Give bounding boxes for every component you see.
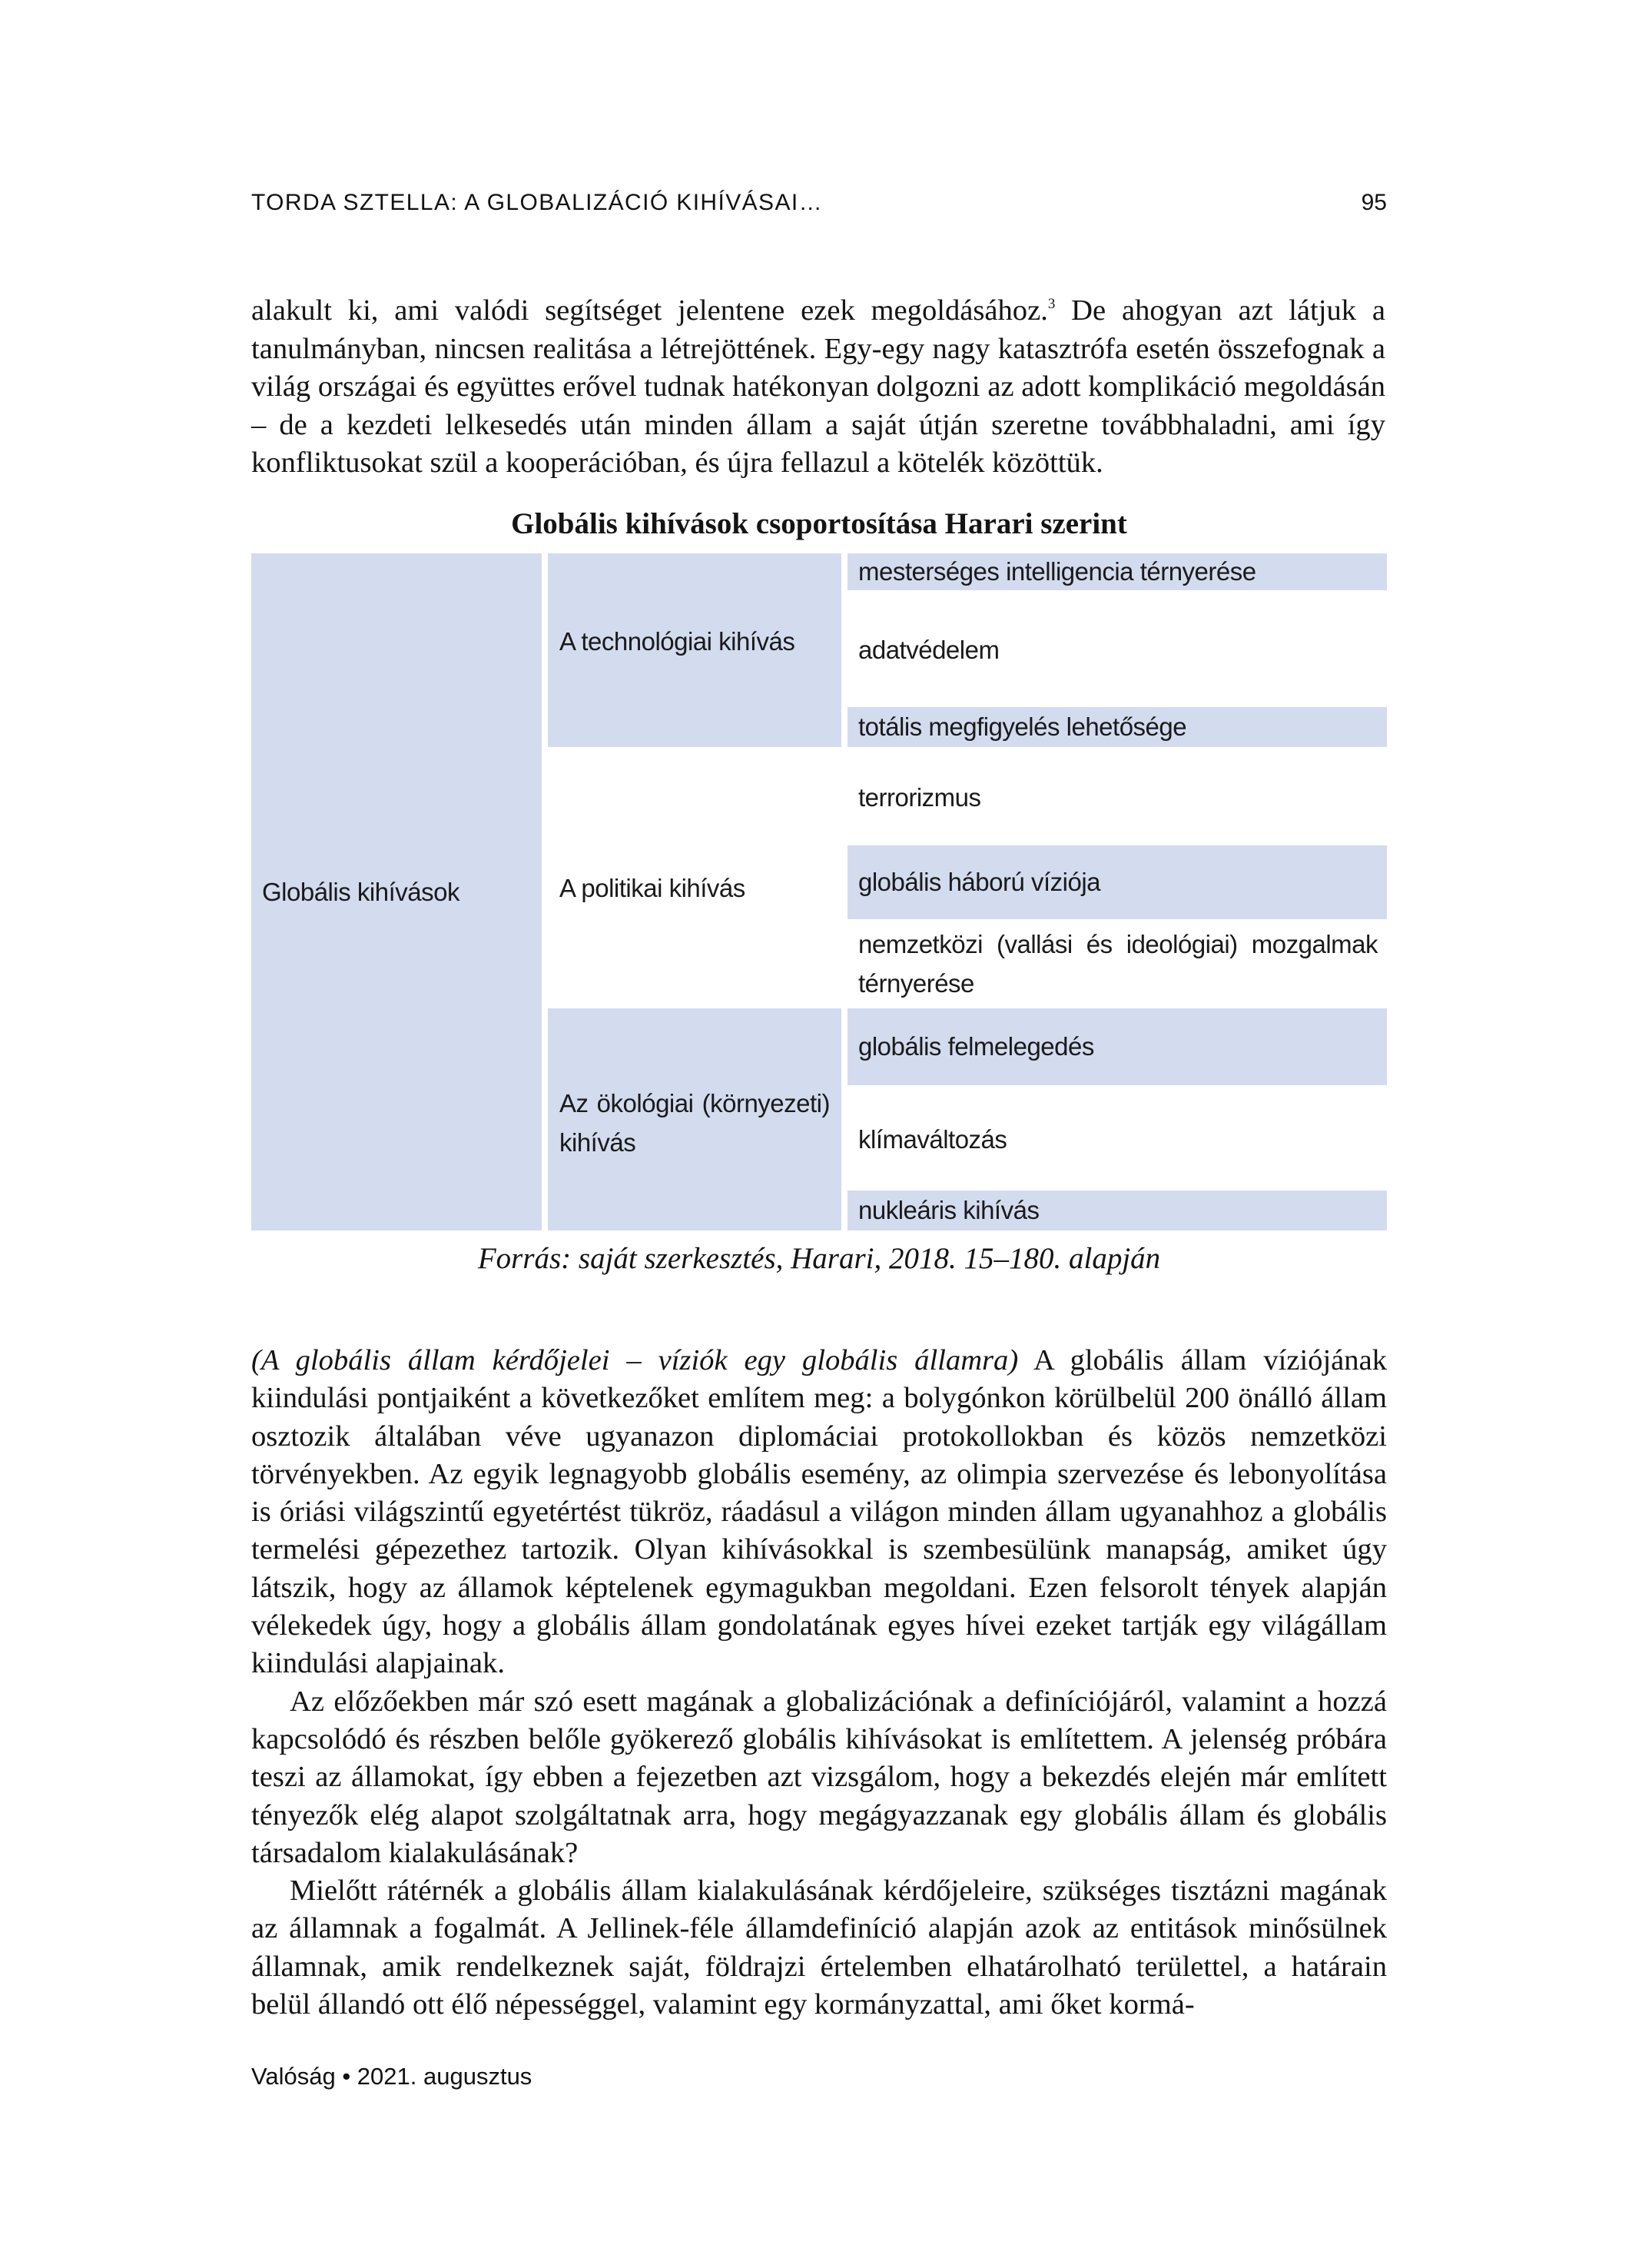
group-label-technology: A technológiai kihívás	[559, 627, 795, 656]
body-paragraph: Az előzőekben már szó esett magának a globalizációnak a definíciójáról, valamint a hozzá kapcsolódó és részben belőle gyökerező globális kihívásokat is említettem. A jelenség próbára teszi az államokat, így ebben a fejezetben azt vizsgálom, hogy a bekezdés elején már említett tényezők elég alapot szolgáltatnak arra, hogy megágyazzanak egy globális állam és globális társadalom kialakulásának?	[251, 1685, 1387, 1869]
paragraph-1-text: A globális állam víziójának kiindulási pontjaiként a következőket említem meg: a bolygónkon körülbelül 200 önálló állam osztozik általában véve ugyanazon diplomáciai protokollokban és közös nemzetközi törvényekben. Az egyik legnagyobb globális esemény, az olimpia szervezése és lebonyolítása is óriási világszintű egyetértést tükröz, ráadásul a világon minden állam ugyanahhoz a globális termelési gépezethez tartozik. Olyan kihívásokkal is szembesülünk manapság, amiket úgy látszik, hogy az államok képtelenek egymagukban megoldani. Ezen felsorolt tények alapján vélekedek úgy, hogy a globális állam gondolatának egyes hívei ezeket tartják egy világállam kiindulási alapjainak.	[251, 1344, 1387, 1680]
group-label-ecology: Az ökológiai (környezeti) kihívás	[559, 1089, 830, 1157]
item-nuclear: nukleáris kihívás	[858, 1196, 1040, 1224]
root-category-cell	[251, 553, 542, 1230]
item-cell-surveillance	[848, 707, 1387, 747]
intro-text-after-footnote: De ahogyan azt látjuk a tanulmányban, nincsen realitása a létrejöttének. Egy-egy nagy katasztrófa esetén összefognak a világ országai és együttes erővel tudnak hatékonyan dolgozni az adott komplikáció megoldásán – de a kezdeti lelkesedés után minden állam a saját útján szeretne továbbhaladni, ami így konfliktusokat szül a kooperációban, és újra fellazul a kötelék közöttük.	[251, 294, 1385, 479]
item-terrorism: terrorizmus	[858, 783, 981, 812]
item-movements: nemzetközi (vallási és ideológiai) mozgalmak térnyerése	[858, 930, 1378, 998]
item-cell-terrorism	[848, 750, 1387, 845]
body-paragraph: Mielőtt rátérnék a globális állam kialakulásának kérdőjeleire, szükséges tisztázni magának az államnak a fogalmát. A Jellinek-féle államdefiníció alapján azok az entitások minősülnek államnak, amik rendelkeznek saját, földrajzi értelemben elhatárolható területtel, a határain belül állandó ott élő népességgel, valamint egy kormányzattal, ami őket kormá-	[251, 1875, 1387, 2021]
item-climate-change: klímaváltozás	[858, 1124, 1007, 1154]
item-global-war: globális háború víziója	[858, 868, 1101, 896]
group-cell-ecology	[548, 1008, 841, 1230]
group-cell-politics	[548, 750, 841, 1008]
group-cell-technology	[548, 553, 841, 747]
item-cell-movements	[848, 919, 1387, 1008]
group-label-politics: A politikai kihívás	[559, 874, 745, 902]
root-category-label: Globális kihívások	[262, 877, 459, 906]
item-cell-global-warming	[848, 1008, 1387, 1085]
item-ai: mesterséges intelligencia térnyerése	[858, 557, 1256, 586]
item-cell-climate-change	[848, 1088, 1387, 1190]
item-cell-data-protection	[848, 593, 1387, 707]
item-cell-ai	[848, 553, 1387, 590]
item-surveillance: totális megfigyelés lehetősége	[858, 712, 1187, 741]
intro-paragraph	[251, 292, 1385, 483]
challenge-classification-table	[251, 553, 1387, 1230]
running-title: TORDA SZTELLA: A GLOBALIZÁCIÓ KIHÍVÁSAI…	[251, 190, 824, 215]
item-cell-global-war	[848, 845, 1387, 919]
running-header	[251, 190, 1387, 221]
footnote-marker[interactable]: 3	[1047, 296, 1056, 312]
item-cell-nuclear	[848, 1190, 1387, 1230]
item-global-warming: globális felmelegedés	[858, 1032, 1094, 1061]
journal-footer: Valóság • 2021. augusztus	[251, 2063, 532, 2090]
body-text	[251, 1342, 1387, 2024]
item-data-protection: adatvédelem	[858, 636, 1000, 664]
figure-caption: Forrás: saját szerkesztés, Harari, 2018. 15–180. alapján	[477, 1242, 1161, 1275]
section-heading: (A globális állam kérdőjelei – víziók egy globális államra)	[251, 1344, 1019, 1376]
page-number: 95	[1361, 190, 1387, 215]
figure-title: Globális kihívások csoportosítása Harari szerint	[511, 507, 1127, 540]
body-paragraph	[251, 1342, 1387, 1683]
intro-text-before-footnote: alakult ki, ami valódi segítséget jelentene ezek megoldásához.	[251, 294, 1048, 327]
